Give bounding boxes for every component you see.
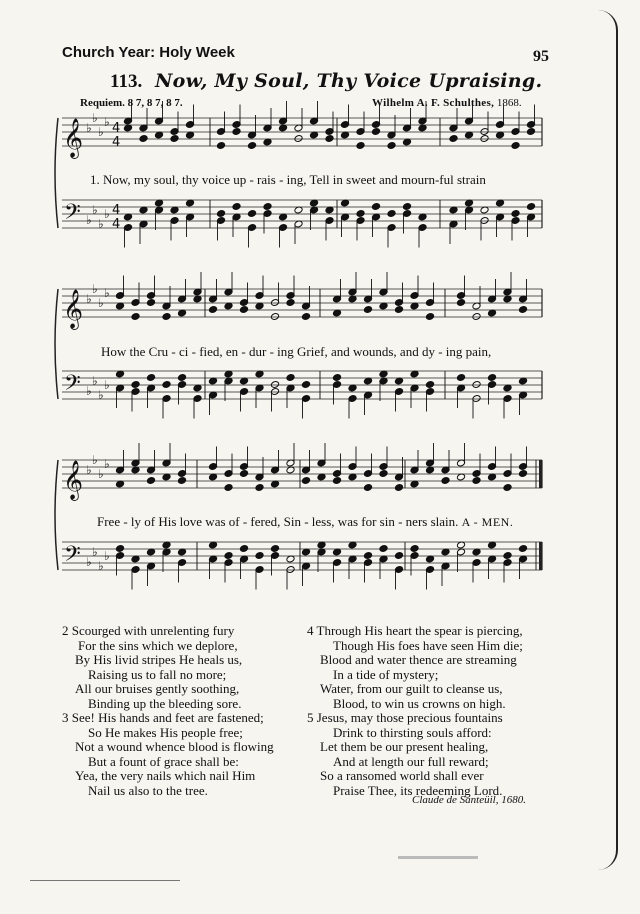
note-head [146, 299, 155, 307]
stanza-4 [307, 624, 523, 712]
note-head [371, 128, 380, 136]
note-head [224, 484, 233, 492]
hymn-name: Now, My Soul, Thy Voice Upraising. [154, 70, 543, 92]
note-head [518, 470, 527, 478]
note-head [487, 374, 496, 382]
page-number: 95 [533, 48, 549, 65]
flat-icon: ♭ [98, 467, 104, 481]
note-head [270, 313, 279, 321]
flat-icon: ♭ [98, 296, 104, 310]
brace [55, 289, 58, 399]
stanza-3 [62, 711, 274, 799]
brace [55, 118, 58, 228]
stanza-line: Though His foes have seen Him die; [333, 637, 523, 653]
flat-icon: ♭ [98, 559, 104, 573]
stanza-line: Not a wound whence blood is flowing [75, 739, 274, 755]
note-head [402, 203, 411, 211]
note-head [379, 545, 388, 553]
flat-icon: ♭ [104, 115, 110, 129]
note-head [472, 313, 481, 321]
stanza-line: 3 See! His hands and feet are fastened; [62, 710, 264, 725]
note-head [301, 381, 310, 389]
note-head [394, 484, 403, 492]
note-head [472, 477, 481, 485]
stanza-line: Raising us to fall no more; [88, 666, 227, 682]
note-head [146, 374, 155, 382]
note-head [139, 135, 148, 143]
note-head [449, 135, 458, 143]
stanza-2 [62, 624, 242, 712]
flat-icon: ♭ [98, 125, 104, 139]
stanza-line: Drink to thirsting souls afford: [333, 724, 492, 740]
note-head [425, 313, 434, 321]
note-head [511, 142, 520, 150]
note-head [162, 381, 171, 389]
flat-icon: ♭ [86, 292, 92, 306]
flat-icon: ♭ [92, 282, 98, 296]
stanza-line: Let them be our present healing, [320, 739, 489, 755]
flat-icon: ♭ [86, 213, 92, 227]
note-head [456, 299, 465, 307]
note-head [456, 374, 465, 382]
note-head [387, 142, 396, 150]
note-head [503, 484, 512, 492]
stanza-line: Water, from our guilt to cleanse us, [320, 681, 503, 697]
note-head [526, 203, 535, 211]
note-head [286, 374, 295, 382]
time-signature-icon: 4 [112, 135, 121, 150]
flat-icon: ♭ [104, 207, 110, 221]
note-head [177, 374, 186, 382]
note-head [270, 545, 279, 553]
stanza-line: 5 Jesus, may those precious fountains [307, 710, 503, 725]
stanza-line: All our bruises gently soothing, [75, 681, 240, 697]
treble-clef-icon: 𝄞 [63, 289, 84, 329]
flat-icon: ♭ [104, 457, 110, 471]
amen: A - MEN. [461, 515, 514, 529]
stanza-line: But a fount of grace shall be: [88, 753, 239, 769]
treble-clef-icon: 𝄞 [63, 118, 84, 158]
tune-name: Requiem. 8 7, 8 7, 8 7. [80, 97, 183, 109]
stanza-line: Blood, to win us crowns on high. [333, 695, 506, 711]
note-head [239, 306, 248, 314]
note-head [356, 210, 365, 218]
flat-icon: ♭ [92, 545, 98, 559]
note-head [356, 142, 365, 150]
stanza-line: By His livid stripes He heals us, [75, 652, 243, 668]
final-barline [539, 460, 542, 488]
lyric-line-1: 1. Now, my soul, thy voice up - rais - ing, Tell in sweet and mourn-ful strain [90, 172, 486, 187]
stanza-line: For the sins which we deplore, [78, 637, 238, 653]
note-head [216, 210, 225, 218]
stanza-line: Binding up the bleeding sore. [88, 695, 242, 711]
note-head [216, 142, 225, 150]
note-head [247, 142, 256, 150]
lyric-line-3 [97, 514, 513, 530]
stanza-line: 4 Through His heart the spear is piercing, [307, 623, 523, 638]
note-head [286, 299, 295, 307]
flat-icon: ♭ [92, 453, 98, 467]
stanza-line: And at length our full reward; [333, 753, 489, 769]
text-author: Claude de Santeüil, 1680. [412, 794, 526, 806]
stanza-line: 2 Scourged with unrelenting fury [62, 623, 235, 638]
flat-icon: ♭ [92, 111, 98, 125]
composer-name: Wilhelm A. F. Schulthes, [372, 97, 495, 109]
note-head [301, 477, 310, 485]
note-head [394, 552, 403, 560]
flat-icon: ♭ [86, 384, 92, 398]
note-head [503, 552, 512, 560]
stanza-line: Blood and water thence are streaming [320, 652, 517, 668]
note-head [425, 381, 434, 389]
time-signature-icon: 4 [112, 203, 121, 218]
note-head [511, 210, 520, 218]
stanza-5 [307, 711, 503, 799]
bass-clef-icon: 𝄢 [64, 200, 81, 230]
stanza-line: So He makes His people free; [88, 724, 243, 740]
note-head [170, 135, 179, 143]
note-head [518, 545, 527, 553]
stanza-line: So a ransomed world shall ever [320, 768, 484, 784]
note-head [177, 477, 186, 485]
note-head [255, 484, 264, 492]
note-head [162, 313, 171, 321]
note-head [394, 306, 403, 314]
note-head [239, 545, 248, 553]
note-head [239, 470, 248, 478]
note-head [379, 470, 388, 478]
composer-year: 1868. [496, 97, 522, 109]
section-heading: Church Year: Holy Week [62, 44, 235, 61]
note-head [363, 552, 372, 560]
lyric-line-2: How the Cru - ci - fied, en - dur - ing Grief, and wounds, and dy - ing pain, [101, 344, 492, 359]
hymn-number: 113. [110, 71, 143, 92]
note-head [371, 203, 380, 211]
note-head [480, 135, 489, 143]
brace [55, 460, 58, 570]
note-head [146, 477, 155, 485]
note-head [131, 381, 140, 389]
time-signature-icon: 4 [112, 217, 121, 232]
note-head [263, 203, 272, 211]
note-head [115, 545, 124, 553]
note-head [294, 135, 303, 143]
note-head [472, 381, 481, 389]
note-head [255, 552, 264, 560]
stanza-line: Praise Thee, its redeeming Lord. [333, 782, 503, 798]
note-head [208, 306, 217, 314]
flat-icon: ♭ [92, 203, 98, 217]
note-head [441, 477, 450, 485]
note-head [325, 135, 334, 143]
time-signature-icon: 4 [112, 121, 121, 136]
note-head [332, 477, 341, 485]
flat-icon: ♭ [86, 121, 92, 135]
flat-icon: ♭ [98, 217, 104, 231]
bottom-rule [30, 880, 180, 881]
flat-icon: ♭ [104, 549, 110, 563]
flat-icon: ♭ [86, 463, 92, 477]
stanza-line: In a tide of mystery; [333, 666, 439, 682]
bass-clef-icon: 𝄢 [64, 371, 81, 401]
note-head [131, 313, 140, 321]
note-head [387, 210, 396, 218]
note-head [410, 545, 419, 553]
note-head [270, 381, 279, 389]
ink-smudge [398, 856, 478, 859]
lyric-line-3-text: Free - ly of His love was of - fered, Sin - less, was for sin - ners slain. [97, 514, 459, 529]
treble-clef-icon: 𝄞 [63, 460, 84, 500]
note-head [518, 306, 527, 314]
final-barline [539, 542, 542, 570]
note-head [332, 374, 341, 382]
flat-icon: ♭ [104, 378, 110, 392]
note-head [363, 484, 372, 492]
note-head [301, 313, 310, 321]
note-head [247, 210, 256, 218]
note-head [526, 128, 535, 136]
flat-icon: ♭ [104, 286, 110, 300]
flat-icon: ♭ [92, 374, 98, 388]
flat-icon: ♭ [98, 388, 104, 402]
stanza-line: Nail us also to the tree. [88, 782, 208, 798]
note-head [224, 552, 233, 560]
bass-clef-icon: 𝄢 [64, 542, 81, 572]
note-head [232, 128, 241, 136]
note-head [232, 203, 241, 211]
flat-icon: ♭ [86, 555, 92, 569]
stanza-line: Yea, the very nails which nail Him [75, 768, 256, 784]
note-head [363, 306, 372, 314]
